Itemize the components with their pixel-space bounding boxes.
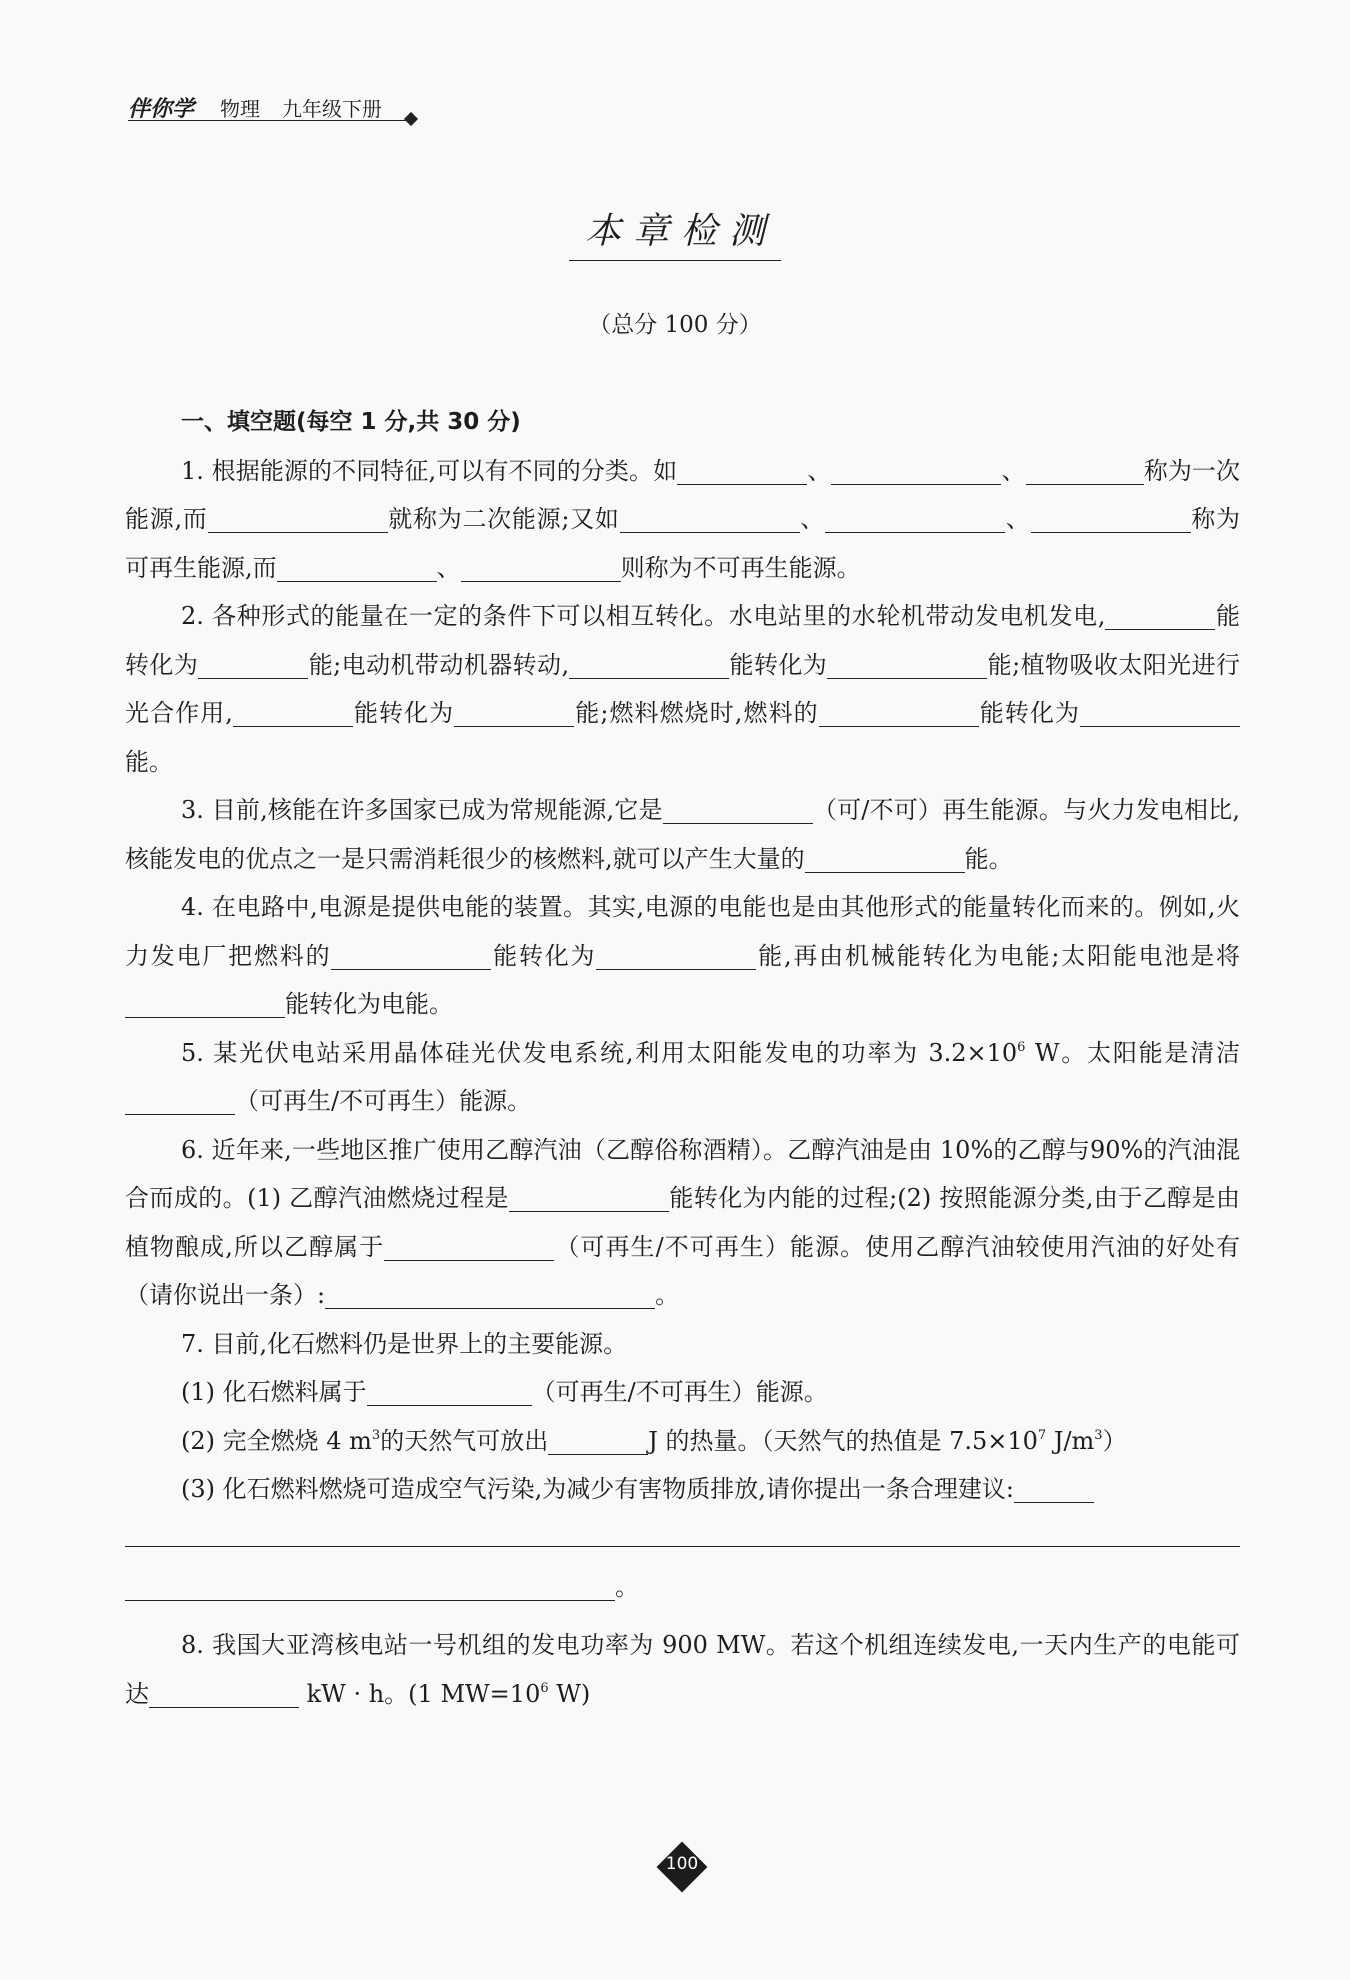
answer-blank[interactable] [384,1232,554,1261]
answer-blank[interactable] [827,650,987,679]
total-score: （总分 100 分） [588,312,762,338]
question-8: 8. 我国大亚湾核电站一号机组的发电功率为 900 MW。若这个机组连续发电,一天内生产的电能可达 kW · h。(1 $MW=10^6$ W) [125,1631,1240,1708]
question-7: 7. 目前,化石燃料仍是世界上的主要能源。 [181,1329,628,1358]
page-number-label: 100 [665,1854,699,1874]
answer-blank[interactable] [1014,1474,1094,1503]
answer-blank[interactable] [1080,698,1240,727]
question-3: 3. 目前,核能在许多国家已成为常规能源,它是 （可/不可）再生能源。与火力发电相比,核能发电的优点之一是只需消耗很少的核燃料,就可以产生大量的 能。 [125,796,1240,873]
section-heading: 一、填空题(每空 1 分,共 30 分) [181,409,521,435]
answer-blank[interactable] [825,504,1005,533]
answer-blank[interactable] [233,698,353,727]
answer-blank[interactable] [1031,504,1191,533]
brand-label: 伴你学 [128,97,195,122]
answer-blank[interactable] [149,1679,299,1708]
question-6: 6. 近年来,一些地区推广使用乙醇汽油（乙醇俗称酒精）。乙醇汽油是由 10%的乙醇与90%的汽油混合而成的。(1) 乙醇汽油燃烧过程是 能转化为内能的过程;(2) 按照能源分类,由于乙醇是由植物酿成,所以乙醇属于 （可再生/不可再生）能源。使用乙醇汽油较使用汽油的好处有（请你说出一条）: 。 [125,1135,1240,1309]
answer-blank[interactable] [548,1426,648,1455]
answer-blank[interactable] [819,698,979,727]
running-header [128,92,382,123]
answer-blank[interactable] [677,456,807,485]
question-5: 5. 某光伏电站采用晶体硅光伏发电系统,利用太阳能发电的功率为 $3.2\times 10^6$ W。太阳能是清洁（可再生/不可再生）能源。 [125,1029,1240,1126]
answer-blank[interactable] [125,1086,235,1115]
answer-blank[interactable] [454,698,574,727]
answer-blank[interactable] [208,504,388,533]
header-rule [128,120,408,121]
question-7-part-1: (1) 化石燃料属于 （可再生/不可再生）能源。 [181,1378,828,1406]
question-1: 1. 根据能源的不同特征,可以有不同的分类。如 、 、 称为一次能源,而 就称为二次能源;又如 、 、 称为可再生能源,而 、 则称为不可再生能源。 [125,456,1241,582]
answer-blank[interactable] [367,1377,532,1406]
question-body [125,398,1240,1718]
answer-blank[interactable] [805,844,965,873]
answer-blank[interactable] [596,941,756,970]
answer-blank[interactable] [620,504,800,533]
page-title: 本章检测 [0,203,1350,261]
grade-label: 九年级下册 [282,97,383,121]
question-7-part-3-end: 。 [125,1563,1240,1612]
answer-blank[interactable] [831,456,1001,485]
answer-blank[interactable] [461,553,621,582]
answer-blank[interactable] [569,650,729,679]
diamond-icon [404,112,418,126]
answer-blank[interactable] [509,1183,669,1212]
answer-blank[interactable] [1026,456,1144,485]
page-number [658,1843,706,1891]
subject-label: 物理 [220,97,261,121]
question-7-part-3: (3) 化石燃料燃烧可造成空气污染,为减少有害物质排放,请你提出一条合理建议: [125,1465,1240,1514]
answer-blank[interactable] [198,650,308,679]
question-4: 4. 在电路中,电源是提供电能的装置。其实,电源的电能也是由其他形式的能量转化而来的。例如,火力发电厂把燃料的 能转化为 能,再由机械能转化为电能;太阳能电池是将能转化为电能。 [125,893,1241,1018]
question-7-part-2: (2) 完全燃烧 4 $m^3$的天然气可放出 J 的热量。（天然气的热值是 $7.5\times 10^7$ $J/m^3$） [181,1426,1127,1455]
answer-blank[interactable] [1105,601,1215,630]
answer-blank[interactable] [277,553,437,582]
answer-blank[interactable] [125,989,285,1018]
answer-blank[interactable] [663,795,813,824]
answer-line[interactable] [125,1514,1240,1547]
answer-blank[interactable] [325,1280,655,1309]
answer-blank[interactable] [331,941,491,970]
answer-blank[interactable] [125,1572,615,1601]
question-2: 2. 各种形式的能量在一定的条件下可以相互转化。水电站里的水轮机带动发电机发电, 能转化为 能;电动机带动机器转动, 能转化为 能;植物吸收太阳光进行光合作用, 能转化为 能;燃料燃烧时,燃料的 能转化为能。 [125,602,1241,776]
